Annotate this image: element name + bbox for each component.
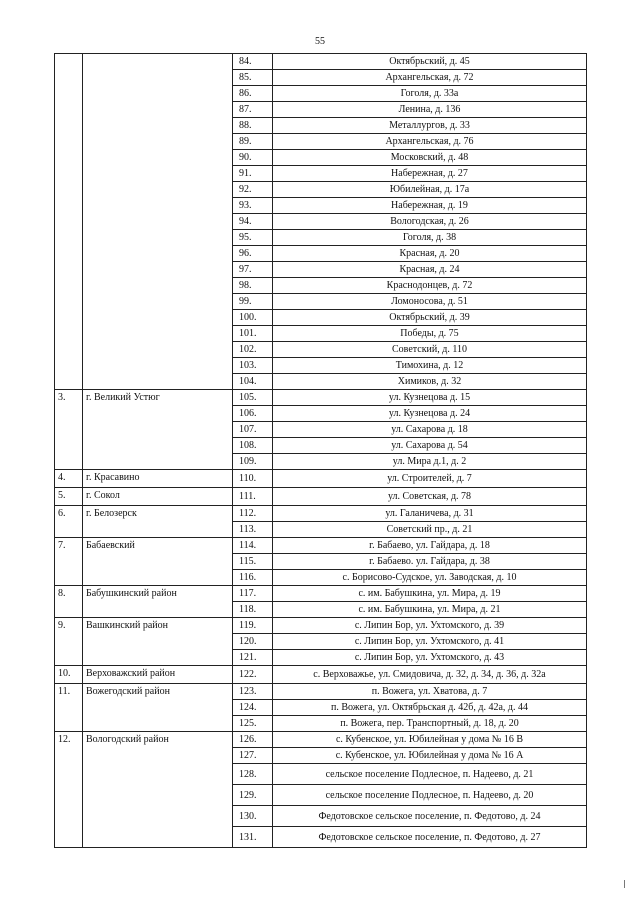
- group-number: 4.: [55, 470, 83, 488]
- group-number: 10.: [55, 666, 83, 684]
- address-cell: Краснодонцев, д. 72: [273, 278, 587, 294]
- table-row: [55, 586, 587, 602]
- row-number: 127.: [233, 748, 273, 764]
- row-number: 90.: [233, 150, 273, 166]
- row-number: 126.: [233, 732, 273, 748]
- row-number: 120.: [233, 634, 273, 650]
- row-number: 124.: [233, 700, 273, 716]
- row-number: 105.: [233, 390, 273, 406]
- address-cell: Архангельская, д. 76: [273, 134, 587, 150]
- row-number: 131.: [233, 827, 273, 848]
- group-name: г. Белозерск: [83, 506, 233, 538]
- row-number: 108.: [233, 438, 273, 454]
- address-cell: п. Вожега, пер. Транспортный, д. 18, д. 20: [273, 716, 587, 732]
- row-number: 110.: [233, 470, 273, 488]
- address-cell: Октябрьский, д. 39: [273, 310, 587, 326]
- row-number: 116.: [233, 570, 273, 586]
- row-number: 123.: [233, 684, 273, 700]
- group-number: 3.: [55, 390, 83, 470]
- group-name: Вожегодский район: [83, 684, 233, 732]
- address-cell: ул. Строителей, д. 7: [273, 470, 587, 488]
- table-row: [55, 684, 587, 700]
- address-cell: ул. Галаничева, д. 31: [273, 506, 587, 522]
- row-number: 122.: [233, 666, 273, 684]
- row-number: 125.: [233, 716, 273, 732]
- table-row: [55, 666, 587, 684]
- table-row: [55, 618, 587, 634]
- address-cell: Ленина, д. 136: [273, 102, 587, 118]
- address-cell: п. Вожега, ул. Хватова, д. 7: [273, 684, 587, 700]
- table-row: [55, 470, 587, 488]
- address-cell: Набережная, д. 27: [273, 166, 587, 182]
- group-number: 7.: [55, 538, 83, 586]
- row-number: 92.: [233, 182, 273, 198]
- group-number: 12.: [55, 732, 83, 848]
- row-number: 111.: [233, 488, 273, 506]
- group-name: [83, 54, 233, 390]
- address-cell: Октябрьский, д. 45: [273, 54, 587, 70]
- address-cell: Красная, д. 20: [273, 246, 587, 262]
- address-cell: Красная, д. 24: [273, 262, 587, 278]
- address-cell: с. Липин Бор, ул. Ухтомского, д. 39: [273, 618, 587, 634]
- address-cell: с. им. Бабушкина, ул. Мира, д. 19: [273, 586, 587, 602]
- edge-mark: [624, 880, 625, 888]
- group-name: Бабаевский: [83, 538, 233, 586]
- row-number: 86.: [233, 86, 273, 102]
- address-cell: Вологодская, д. 26: [273, 214, 587, 230]
- address-cell: сельское поселение Подлесное, п. Надеево, д. 20: [273, 785, 587, 806]
- row-number: 101.: [233, 326, 273, 342]
- row-number: 84.: [233, 54, 273, 70]
- row-number: 93.: [233, 198, 273, 214]
- row-number: 106.: [233, 406, 273, 422]
- address-cell: ул. Сахарова д. 54: [273, 438, 587, 454]
- address-cell: с. Липин Бор, ул. Ухтомского, д. 41: [273, 634, 587, 650]
- group-number: 6.: [55, 506, 83, 538]
- row-number: 94.: [233, 214, 273, 230]
- address-cell: с. Липин Бор, ул. Ухтомского, д. 43: [273, 650, 587, 666]
- address-cell: Юбилейная, д. 17а: [273, 182, 587, 198]
- row-number: 95.: [233, 230, 273, 246]
- address-cell: ул. Сахарова д. 18: [273, 422, 587, 438]
- group-name: Бабушкинский район: [83, 586, 233, 618]
- row-number: 97.: [233, 262, 273, 278]
- group-number: 5.: [55, 488, 83, 506]
- address-cell: Гоголя, д. 33а: [273, 86, 587, 102]
- table-row: [55, 488, 587, 506]
- group-number: 9.: [55, 618, 83, 666]
- row-number: 99.: [233, 294, 273, 310]
- row-number: 96.: [233, 246, 273, 262]
- group-name: Верховажский район: [83, 666, 233, 684]
- address-cell: с. Верховажье, ул. Смидовича, д. 32, д. 34, д. 36, д. 32а: [273, 666, 587, 684]
- row-number: 117.: [233, 586, 273, 602]
- table-row: [55, 538, 587, 554]
- row-number: 89.: [233, 134, 273, 150]
- address-cell: Ломоносова, д. 51: [273, 294, 587, 310]
- address-cell: с. Борисово-Судское, ул. Заводская, д. 10: [273, 570, 587, 586]
- address-cell: Тимохина, д. 12: [273, 358, 587, 374]
- address-cell: Набережная, д. 19: [273, 198, 587, 214]
- row-number: 114.: [233, 538, 273, 554]
- row-number: 109.: [233, 454, 273, 470]
- group-number: 8.: [55, 586, 83, 618]
- table-row: [55, 54, 587, 70]
- row-number: 107.: [233, 422, 273, 438]
- address-cell: Федотовское сельское поселение, п. Федотово, д. 24: [273, 806, 587, 827]
- address-cell: с. Кубенское, ул. Юбилейная у дома № 16 А: [273, 748, 587, 764]
- address-cell: ул. Мира д.1, д. 2: [273, 454, 587, 470]
- table-row: [55, 506, 587, 522]
- row-number: 115.: [233, 554, 273, 570]
- address-cell: Федотовское сельское поселение, п. Федотово, д. 27: [273, 827, 587, 848]
- group-name: г. Сокол: [83, 488, 233, 506]
- address-table: [54, 53, 587, 848]
- row-number: 129.: [233, 785, 273, 806]
- address-cell: с. им. Бабушкина, ул. Мира, д. 21: [273, 602, 587, 618]
- page-number: 55: [315, 36, 325, 47]
- group-number: [55, 54, 83, 390]
- group-name: Вологодский район: [83, 732, 233, 848]
- row-number: 88.: [233, 118, 273, 134]
- row-number: 121.: [233, 650, 273, 666]
- address-cell: г. Бабаево. ул. Гайдара, д. 38: [273, 554, 587, 570]
- row-number: 119.: [233, 618, 273, 634]
- row-number: 100.: [233, 310, 273, 326]
- address-cell: Советский, д. 110: [273, 342, 587, 358]
- row-number: 91.: [233, 166, 273, 182]
- address-cell: п. Вожега, ул. Октябрьская д. 42б, д. 42а, д. 44: [273, 700, 587, 716]
- group-name: Вашкинский район: [83, 618, 233, 666]
- row-number: 87.: [233, 102, 273, 118]
- address-cell: Химиков, д. 32: [273, 374, 587, 390]
- row-number: 128.: [233, 764, 273, 785]
- row-number: 112.: [233, 506, 273, 522]
- row-number: 98.: [233, 278, 273, 294]
- address-cell: Советский пр., д. 21: [273, 522, 587, 538]
- address-cell: с. Кубенское, ул. Юбилейная у дома № 16 В: [273, 732, 587, 748]
- address-cell: ул. Советская, д. 78: [273, 488, 587, 506]
- row-number: 113.: [233, 522, 273, 538]
- row-number: 130.: [233, 806, 273, 827]
- address-cell: Гоголя, д. 38: [273, 230, 587, 246]
- group-name: г. Красавино: [83, 470, 233, 488]
- row-number: 104.: [233, 374, 273, 390]
- address-cell: ул. Кузнецова д. 15: [273, 390, 587, 406]
- row-number: 102.: [233, 342, 273, 358]
- row-number: 103.: [233, 358, 273, 374]
- address-cell: Архангельская, д. 72: [273, 70, 587, 86]
- row-number: 118.: [233, 602, 273, 618]
- address-cell: ул. Кузнецова д. 24: [273, 406, 587, 422]
- table-row: [55, 732, 587, 748]
- address-cell: г. Бабаево, ул. Гайдара, д. 18: [273, 538, 587, 554]
- address-cell: Московский, д. 48: [273, 150, 587, 166]
- row-number: 85.: [233, 70, 273, 86]
- address-cell: сельское поселение Подлесное, п. Надеево, д. 21: [273, 764, 587, 785]
- group-number: 11.: [55, 684, 83, 732]
- group-name: г. Великий Устюг: [83, 390, 233, 470]
- address-cell: Победы, д. 75: [273, 326, 587, 342]
- table-row: [55, 390, 587, 406]
- address-cell: Металлургов, д. 33: [273, 118, 587, 134]
- address-table-body: [55, 54, 587, 848]
